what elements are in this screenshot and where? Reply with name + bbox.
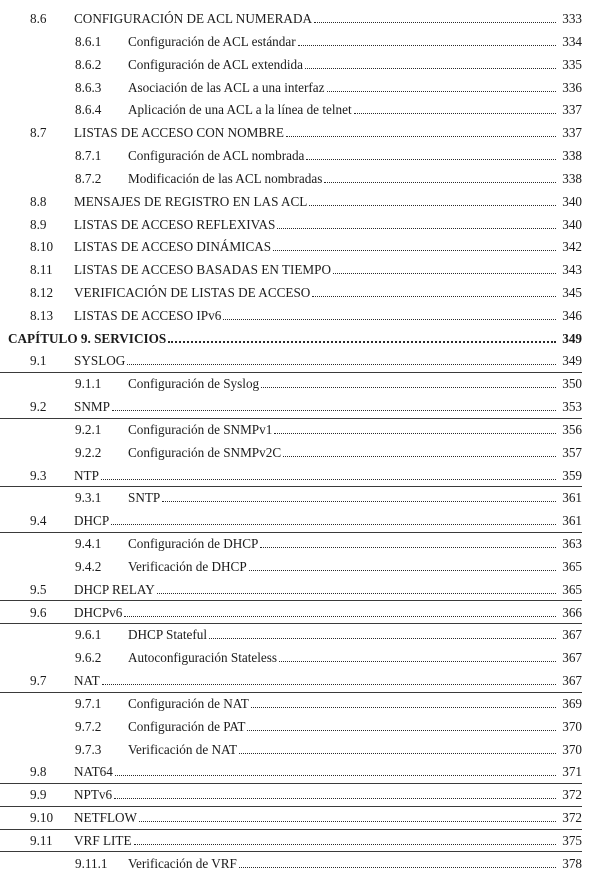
section-entry [0,512,600,529]
section-rule [0,600,582,601]
entry-number: 8.6.1 [75,33,102,49]
entry-number: 9.1.1 [75,376,102,392]
section-entry [0,786,600,803]
page-number: 356 [562,421,582,437]
page-number: 371 [562,764,582,780]
dot-leader [260,535,556,548]
dot-leader [354,101,556,114]
entry-title: Configuración de ACL extendida [128,56,303,72]
entry-title: Verificación de DHCP [128,558,247,574]
dot-leader [162,489,556,502]
entry-title: VERIFICACIÓN DE LISTAS DE ACCESO [74,285,311,300]
subsection-entry [0,535,600,552]
page-number: 367 [562,650,582,666]
entry-title: Modificación de las ACL nombradas [128,170,323,186]
dot-leader [112,398,556,411]
page-number: 366 [562,604,582,620]
entry-text [74,512,582,529]
section-rule [0,851,582,852]
subsection-entry [0,695,600,712]
entry-text [74,763,582,780]
dot-leader [327,79,556,92]
entry-text [74,398,582,415]
dot-leader [251,695,556,708]
entry-title: Configuración de Syslog [128,376,260,392]
entry-number: 8.7.1 [75,148,102,163]
entry-text [128,649,582,666]
page-number: 363 [562,536,582,552]
section-entry [0,216,600,233]
page-number: 335 [562,56,582,72]
dot-leader [239,741,556,754]
dot-leader [111,512,556,525]
subsection-entry [0,56,600,73]
entry-number: 9.1 [30,353,47,369]
subsection-entry [0,375,600,392]
entry-title: Configuración de SNMPv2C [128,444,282,460]
entry-number: 9.6 [30,604,47,620]
section-rule [0,372,582,373]
section-entry [0,124,600,141]
page-number: 337 [562,125,582,141]
page-number: 367 [562,673,582,689]
subsection-entry [0,444,600,461]
entry-title: SYSLOG [74,353,126,369]
entry-text [74,604,582,621]
dot-leader [249,558,556,571]
page-number: 359 [562,467,582,483]
entry-number: 8.7.2 [75,170,102,186]
page-number: 340 [562,193,582,209]
dot-leader [314,10,556,23]
subsection-entry [0,421,600,438]
dot-leader [333,261,556,274]
entry-text [128,626,582,643]
section-entry [0,261,600,278]
dot-leader [127,352,556,365]
entry-number: 9.3 [30,467,47,483]
subsection-entry [0,741,600,758]
entry-number: 9.2 [30,399,47,415]
entry-title: Configuración de SNMPv1 [128,421,273,437]
entry-text [128,489,582,506]
section-entry [0,352,600,369]
entry-text [128,855,582,872]
dot-leader [168,330,556,343]
page-number: 365 [562,581,582,597]
entry-text [128,718,582,735]
subsection-entry [0,649,600,666]
entry-text [74,284,582,301]
entry-number: 9.4.2 [75,558,102,574]
entry-title: CAPÍTULO 9. SERVICIOS [8,330,167,346]
page-number: 361 [562,490,582,506]
entry-number: 8.9 [30,216,47,232]
entry-title: VRF LITE [74,832,132,848]
dot-leader [101,467,556,480]
dot-leader [279,649,556,662]
entry-title: NTP [74,467,99,483]
section-entry [0,10,600,27]
page-number: 370 [562,718,582,734]
page-number: 350 [562,376,582,392]
dot-leader [139,809,556,822]
entry-text [74,307,582,324]
entry-text [128,79,582,96]
entry-text [128,444,582,461]
entry-text [128,147,582,164]
entry-title: SNTP [128,490,161,506]
page-number: 370 [562,741,582,757]
entry-title: NAT [74,673,100,689]
entry-title: Configuración de DHCP [128,536,259,552]
entry-title: DHCP RELAY [74,581,155,597]
section-entry [0,467,600,484]
entry-number: 8.6 [30,11,47,26]
entry-number: 8.7 [30,125,47,141]
entry-text [128,170,582,187]
entry-title: Asociación de las ACL a una interfaz [128,79,325,95]
section-entry [0,672,600,689]
section-entry [0,763,600,780]
entry-text [74,10,582,27]
page-number: 361 [562,513,582,529]
entry-text [74,352,582,369]
entry-number: 9.2.2 [75,444,102,460]
subsection-entry [0,558,600,575]
entry-text [8,330,582,347]
entry-number: 9.8 [30,764,47,780]
entry-number: 9.4.1 [75,536,102,552]
entry-text [74,672,582,689]
entry-number: 8.10 [30,239,54,255]
dot-leader [247,718,556,731]
dot-leader [223,307,556,320]
section-entry [0,284,600,301]
subsection-entry [0,147,600,164]
entry-title: Verificación de VRF [128,855,237,871]
dot-leader [115,763,556,776]
entry-number: 9.4 [30,513,47,529]
entry-number: 8.12 [30,285,54,300]
page-number: 338 [562,170,582,186]
dot-leader [274,421,556,434]
page-number: 375 [562,832,582,848]
entry-title: DHCPv6 [74,604,123,620]
entry-number: 9.7.3 [75,741,102,757]
page-number: 367 [562,627,582,643]
entry-text [128,535,582,552]
section-entry [0,604,600,621]
dot-leader [324,170,556,183]
entry-number: 9.6.2 [75,650,102,666]
entry-title: CONFIGURACIÓN DE ACL NUMERADA [74,11,312,26]
dot-leader [305,56,556,69]
page-number: 372 [562,810,582,825]
entry-text [128,101,582,118]
entry-number: 9.5 [30,581,47,597]
entry-title: Configuración de NAT [128,695,249,711]
entry-number: 9.2.1 [75,421,102,437]
subsection-entry [0,33,600,50]
section-rule [0,418,582,419]
entry-text [74,809,582,826]
entry-text [128,421,582,438]
section-rule [0,829,582,830]
page-number: 342 [562,239,582,255]
dot-leader [286,124,556,137]
dot-leader [312,284,556,297]
dot-leader [261,375,556,388]
page-number: 337 [562,102,582,118]
dot-leader [273,238,556,251]
section-entry [0,193,600,210]
subsection-entry [0,718,600,735]
page-number: 378 [562,855,582,871]
section-entry [0,398,600,415]
entry-title: LISTAS DE ACCESO CON NOMBRE [74,125,284,141]
entry-title: NAT64 [74,764,113,780]
dot-leader [239,855,556,868]
entry-number: 8.6.4 [75,102,102,118]
entry-number: 9.9 [30,787,47,803]
page-number: 345 [562,285,582,300]
entry-number: 8.11 [30,262,53,278]
entry-number: 8.8 [30,193,47,209]
subsection-entry [0,79,600,96]
section-rule [0,532,582,533]
entry-title: Verificación de NAT [128,741,238,757]
section-rule [0,692,582,693]
entry-text [128,33,582,50]
entry-number: 9.11.1 [75,855,108,871]
entry-title: DHCP [74,513,110,529]
entry-title: Aplicación de una ACL a la línea de telnet [128,102,352,118]
entry-text [74,216,582,233]
section-rule [0,623,582,624]
chapter-heading [0,330,600,347]
dot-leader [306,147,556,160]
entry-title: Configuración de PAT [128,718,246,734]
entry-title: DHCP Stateful [128,627,208,643]
entry-text [74,467,582,484]
entry-text [128,695,582,712]
page-number: 357 [562,444,582,460]
dot-leader [157,581,556,594]
page-number: 372 [562,787,582,803]
entry-text [128,375,582,392]
dot-leader [102,672,556,685]
subsection-entry [0,489,600,506]
dot-leader [309,193,556,206]
subsection-entry [0,626,600,643]
entry-number: 9.11 [30,832,53,848]
entry-title: Autoconfiguración Stateless [128,650,278,666]
entry-title: SNMP [74,399,110,415]
entry-text [74,786,582,803]
page-number: 334 [562,33,582,49]
entry-title: Configuración de ACL nombrada [128,148,305,163]
entry-title: LISTAS DE ACCESO REFLEXIVAS [74,216,276,232]
section-rule [0,486,582,487]
entry-number: 8.6.2 [75,56,102,72]
entry-number: 9.3.1 [75,490,102,506]
dot-leader [124,604,556,617]
page-number: 346 [562,307,582,323]
dot-leader [134,832,556,845]
entry-text [74,581,582,598]
page-number: 333 [562,11,582,26]
entry-number: 9.7 [30,673,47,689]
section-entry [0,832,600,849]
page-number: 349 [562,330,582,346]
entry-number: 8.13 [30,307,54,323]
page-number: 369 [562,695,582,711]
dot-leader [298,33,556,46]
dot-leader [114,786,556,799]
dot-leader [283,444,556,457]
entry-number: 9.6.1 [75,627,102,643]
entry-title: LISTAS DE ACCESO IPv6 [74,307,222,323]
page-number: 349 [562,353,582,369]
section-rule [0,806,582,807]
page-number: 343 [562,262,582,278]
page-number: 336 [562,79,582,95]
entry-title: NETFLOW [74,810,137,825]
entry-text [74,124,582,141]
section-entry [0,307,600,324]
entry-text [128,558,582,575]
entry-title: LISTAS DE ACCESO BASADAS EN TIEMPO [74,262,331,278]
page-number: 365 [562,558,582,574]
section-entry [0,809,600,826]
entry-title: LISTAS DE ACCESO DINÁMICAS [74,239,272,255]
entry-text [74,261,582,278]
subsection-entry [0,855,600,872]
entry-title: NPTv6 [74,787,113,803]
page-number: 338 [562,148,582,163]
section-entry [0,581,600,598]
entry-number: 9.10 [30,810,54,825]
page-number: 340 [562,216,582,232]
entry-title: Configuración de ACL estándar [128,33,296,49]
section-entry [0,238,600,255]
page-number: 353 [562,399,582,415]
entry-text [74,832,582,849]
entry-number: 9.7.2 [75,718,102,734]
entry-text [74,238,582,255]
subsection-entry [0,101,600,118]
dot-leader [209,626,556,639]
entry-number: 9.7.1 [75,695,102,711]
section-rule [0,783,582,784]
entry-number: 8.6.3 [75,79,102,95]
entry-title: MENSAJES DE REGISTRO EN LAS ACL [74,193,308,209]
subsection-entry [0,170,600,187]
entry-text [128,56,582,73]
entry-text [74,193,582,210]
dot-leader [277,216,556,229]
entry-text [128,741,582,758]
